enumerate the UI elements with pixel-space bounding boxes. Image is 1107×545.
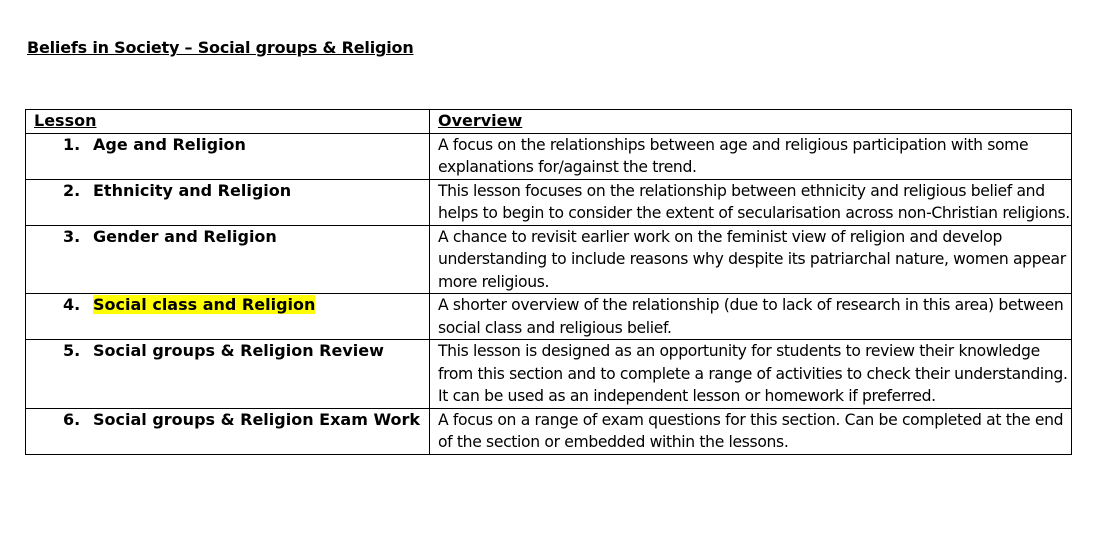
lesson-cell bbox=[26, 133, 430, 179]
lesson-cell bbox=[26, 408, 430, 454]
lesson-number: 1. bbox=[63, 134, 81, 154]
lesson-title: Social groups & Religion Review bbox=[93, 341, 384, 360]
overview-cell: A chance to revisit earlier work on the feminist view of religion and develop understanding to include reasons why despite its patriarchal nature, women appear more religious. bbox=[429, 225, 1071, 294]
overview-cell: A shorter overview of the relationship (due to lack of research in this area) between social class and religious belief. bbox=[429, 294, 1071, 340]
lesson-cell bbox=[26, 294, 430, 340]
document-title: Beliefs in Society – Social groups & Religion bbox=[27, 38, 414, 57]
overview-cell: A focus on the relationships between age and religious participation with some explanations for/against the trend. bbox=[429, 133, 1071, 179]
header-overview: Overview bbox=[429, 110, 1071, 134]
lesson-cell bbox=[26, 179, 430, 225]
lesson-number: 4. bbox=[63, 295, 81, 314]
overview-cell: This lesson is designed as an opportunity for students to review their knowledge from this section and to complete a range of activities to check their understanding. It can be used as an independent lesson or homework if preferred. bbox=[429, 340, 1071, 409]
lesson-number: 3. bbox=[63, 226, 81, 246]
lesson-number: 5. bbox=[63, 341, 81, 360]
lessons-table bbox=[25, 109, 1072, 455]
table-row bbox=[26, 179, 1072, 225]
table-row bbox=[26, 340, 1072, 409]
table-row bbox=[26, 294, 1072, 340]
lesson-number: 6. bbox=[63, 409, 81, 429]
table-row bbox=[26, 408, 1072, 454]
table-header-row bbox=[26, 110, 1072, 134]
header-lesson: Lesson bbox=[26, 110, 430, 134]
lesson-title: Gender and Religion bbox=[93, 226, 277, 246]
lesson-title: Social groups & Religion Exam Work bbox=[93, 409, 421, 429]
table-row bbox=[26, 225, 1072, 294]
lesson-title-highlighted: Social class and Religion bbox=[93, 295, 316, 314]
overview-cell: A focus on a range of exam questions for this section. Can be completed at the end of the section or embedded within the lessons. bbox=[429, 408, 1071, 454]
table-row bbox=[26, 133, 1072, 179]
lesson-title: Ethnicity and Religion bbox=[93, 180, 292, 200]
lesson-cell bbox=[26, 225, 430, 294]
lesson-cell bbox=[26, 340, 430, 409]
overview-cell: This lesson focuses on the relationship between ethnicity and religious belief and helps to begin to consider the extent of secularisation across non-Christian religions. bbox=[429, 179, 1071, 225]
lesson-number: 2. bbox=[63, 180, 81, 200]
lesson-title: Age and Religion bbox=[93, 134, 246, 154]
